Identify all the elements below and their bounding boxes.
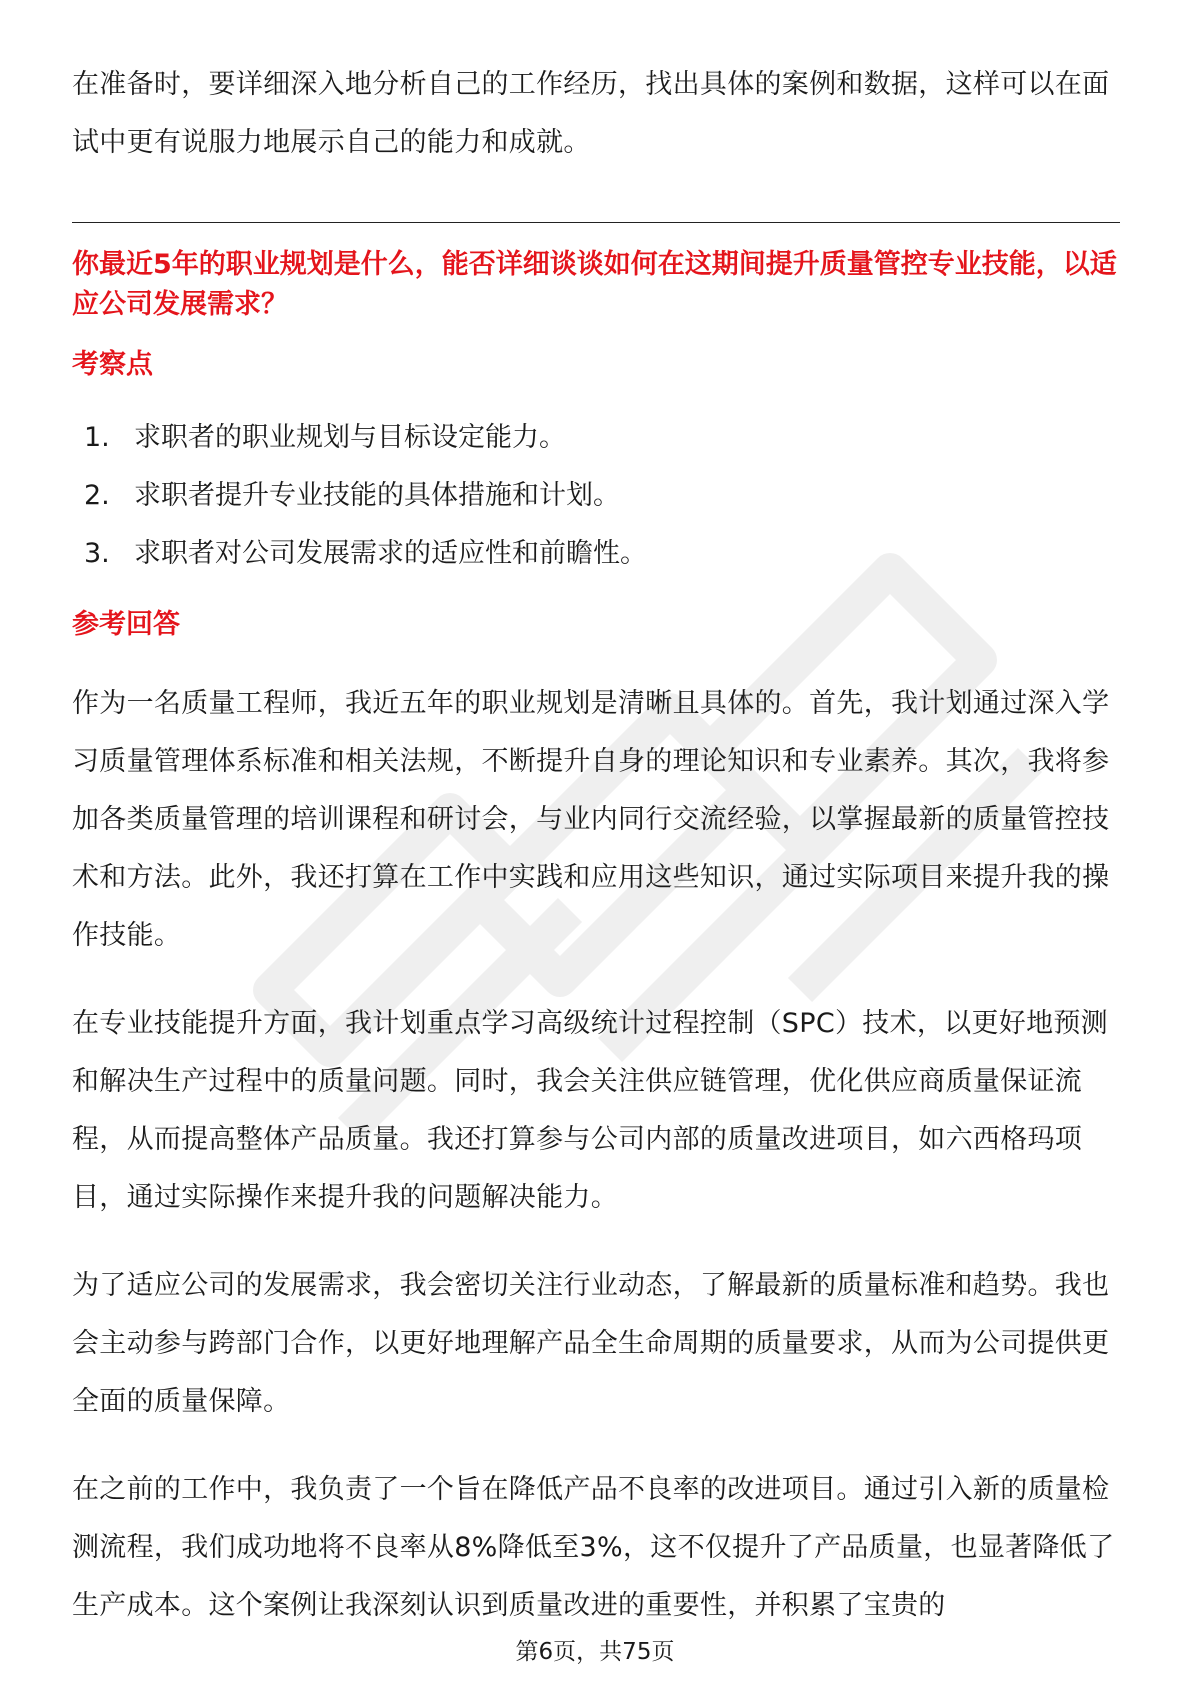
main-content	[72, 56, 1120, 1635]
answer-paragraph: 作为一名质量工程师，我近五年的职业规划是清晰且具体的。首先，我计划通过深入学习质量管理体系标准和相关法规，不断提升自身的理论知识和专业素养。其次，我将参加各类质量管理的培训课程和研讨会，与业内同行交流经验，以掌握最新的质量管控技术和方法。此外，我还打算在工作中实践和应用这些知识，通过实际项目来提升我的操作技能。	[72, 688, 1110, 951]
assessment-heading: 考察点	[72, 349, 153, 380]
list-item-number: 1.	[84, 422, 110, 453]
section-divider	[72, 222, 1120, 223]
question-title: 你最近5年的职业规划是什么，能否详细谈谈如何在这期间提升质量管控专业技能，以适应公司发展需求？	[72, 249, 1117, 320]
list-item-number: 2.	[84, 480, 110, 511]
page-number: 第6页，共75页	[515, 1639, 675, 1665]
list-item-text: 求职者对公司发展需求的适应性和前瞻性。	[134, 538, 647, 569]
list-item	[72, 409, 1120, 467]
answer-paragraph: 为了适应公司的发展需求，我会密切关注行业动态，了解最新的质量标准和趋势。我也会主动参与跨部门合作，以更好地理解产品全生命周期的质量要求，从而为公司提供更全面的质量保障。	[72, 1270, 1110, 1417]
answer-paragraph: 在之前的工作中，我负责了一个旨在降低产品不良率的改进项目。通过引入新的质量检测流程，我们成功地将不良率从8%降低至3%，这不仅提升了产品质量，也显著降低了生产成本。这个案例让我深刻认识到质量改进的重要性，并积累了宝贵的	[72, 1474, 1115, 1621]
assessment-list	[72, 409, 1120, 583]
answer-paragraph: 在专业技能提升方面，我计划重点学习高级统计过程控制（SPC）技术，以更好地预测和解决生产过程中的质量问题。同时，我会关注供应链管理，优化供应商质量保证流程，从而提高整体产品质量。我还打算参与公司内部的质量改进项目，如六西格玛项目，通过实际操作来提升我的问题解决能力。	[72, 1008, 1108, 1213]
list-item-number: 3.	[84, 538, 110, 569]
answer-heading: 参考回答	[72, 609, 180, 640]
list-item-text: 求职者的职业规划与目标设定能力。	[134, 422, 566, 453]
list-item	[72, 525, 1120, 583]
answer-body	[72, 675, 1120, 1635]
list-item-text: 求职者提升专业技能的具体措施和计划。	[134, 480, 620, 511]
intro-paragraph: 在准备时，要详细深入地分析自己的工作经历，找出具体的案例和数据，这样可以在面试中更有说服力地展示自己的能力和成就。	[72, 69, 1110, 158]
list-item	[72, 467, 1120, 525]
